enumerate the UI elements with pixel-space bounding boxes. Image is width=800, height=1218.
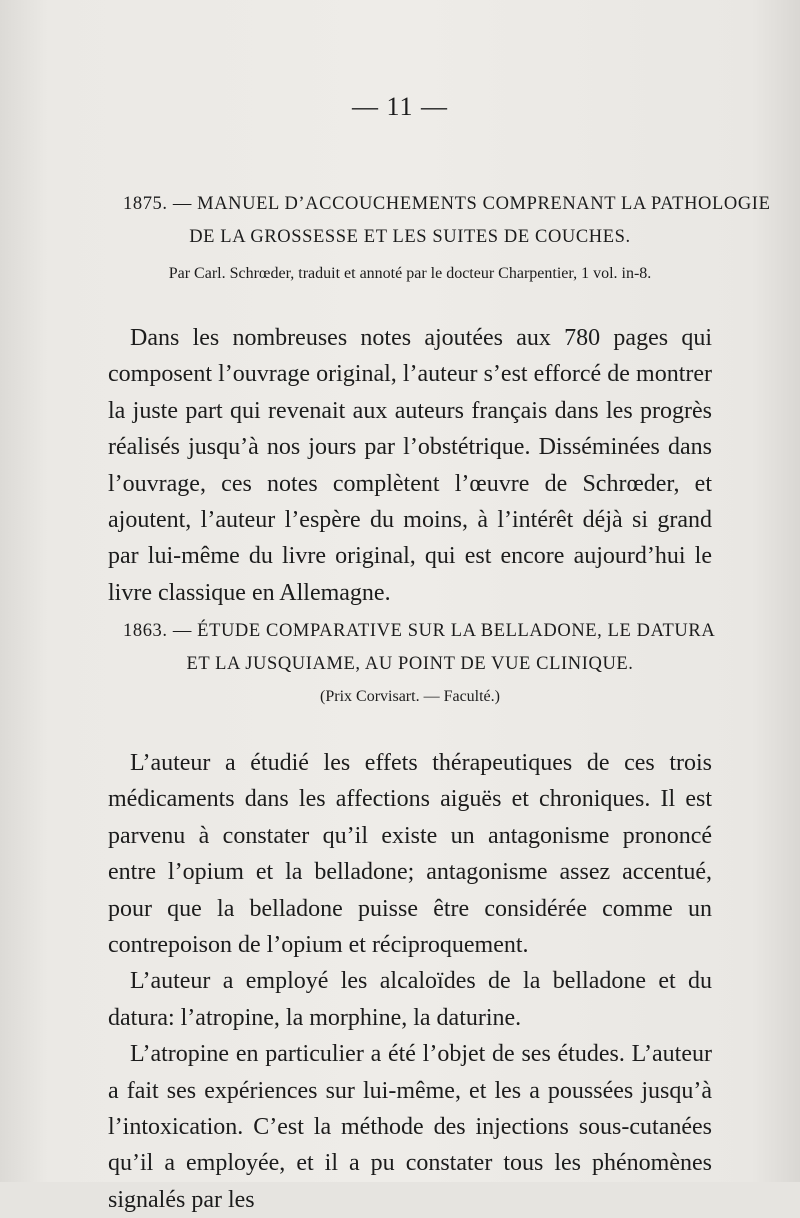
- bibliography-entry-1875: [108, 188, 771, 290]
- entry-heading-line-2: DE LA GROSSESSE ET LES SUITES DE COUCHES.: [189, 227, 631, 247]
- body-paragraph: Dans les nombreuses notes ajoutées aux 780 pages qui composent l’ouvrage original, l’auteur s’est efforcé de montrer la juste part qui revenait aux auteurs français dans les progrès réalisés jusqu’à nos jours par l’obstétrique. Disséminées dans l’ouvrage, ces notes complètent l’œuvre de Schrœder, et ajoutent, l’auteur l’espère du moins, à l’intérêt déjà si grand par lui-même du livre original, qui est encore aujourd’hui le livre classique en Allemagne.: [108, 325, 712, 606]
- entry-1863-body: [108, 745, 712, 1218]
- entry-byline: Par Carl. Schrœder, traduit et annoté par le docteur Charpentier, 1 vol. in-8.: [168, 265, 652, 282]
- entry-heading-line-1: 1875. — MANUEL D’ACCOUCHEMENTS COMPRENANT LA PATHOLOGIE: [123, 194, 771, 214]
- bibliography-entry-1863: [108, 615, 716, 713]
- entry-heading-line-2: ET LA JUSQUIAME, AU POINT DE VUE CLINIQUE.: [186, 654, 634, 674]
- body-paragraph: L’auteur a employé les alcaloïdes de la belladone et du datura: l’atropine, la morphine, la daturine.: [108, 968, 712, 1031]
- body-paragraph: L’auteur a étudié les effets thérapeutiques de ces trois médicaments dans les affections aiguës et chroniques. Il est parvenu à constater qu’il existe un antagonisme prononcé entre l’opium et la belladone; antagonisme assez accentué, pour que la belladone puisse être considérée comme un contrepoison de l’opium et réciproquement.: [108, 750, 712, 959]
- page-number: — 11 —: [351, 92, 449, 121]
- entry-1875-body: [108, 320, 712, 611]
- body-paragraph: L’atropine en particulier a été l’objet de ses études. L’auteur a fait ses expériences sur lui-même, et les a poussées jusqu’à l’intoxication. C’est la méthode des injections sous-cutanées qu’il a employée, et il a pu constater tous les phénomènes signalés par les: [108, 1041, 712, 1213]
- entry-byline: (Prix Corvisart. — Faculté.): [320, 688, 500, 705]
- entry-heading-line-1: 1863. — ÉTUDE COMPARATIVE SUR LA BELLADONE, LE DATURA: [123, 621, 716, 641]
